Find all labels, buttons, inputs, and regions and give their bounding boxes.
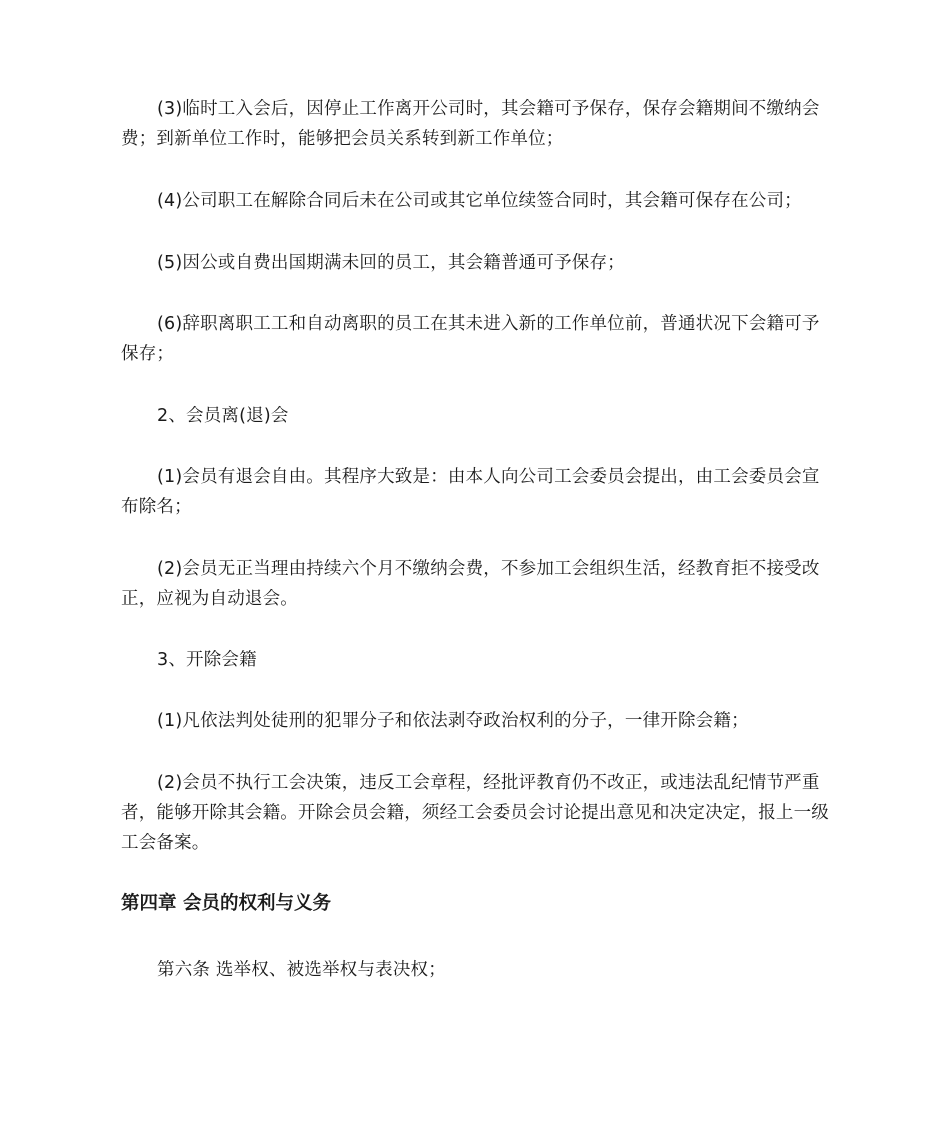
paragraph-expulsion-violation: (2)会员不执行工会决策，违反工会章程，经批评教育仍不改正，或违法乱纪情节严重者，能够开除其会籍。开除会员会籍，须经工会委员会讨论提出意见和决定决定，报上一级工会备案。 (121, 773, 829, 853)
section-heading-withdrawal: 2、会员离(退)会 (157, 406, 289, 426)
paragraph-automatic-withdrawal: (2)会员无正当理由持续六个月不缴纳会费，不参加工会组织生活，经教育拒不接受改正，应视为自动退会。 (121, 559, 820, 609)
paragraph-membership-retention-temp-workers: (3)临时工入会后，因停止工作离开公司时，其会籍可予保存，保存会籍期间不缴纳会费；到新单位工作时，能够把会员关系转到新工作单位； (121, 99, 820, 149)
paragraph-membership-retention-resigned: (6)辞职离职工工和自动离职的员工在其未进入新的工作单位前，普通状况下会籍可予保存； (121, 314, 820, 364)
paragraph-expulsion-criminal: (1)凡依法判处徒刑的犯罪分子和依法剥夺政治权利的分子，一律开除会籍； (157, 711, 749, 731)
paragraph-membership-retention-contract: (4)公司职工在解除合同后未在公司或其它单位续签合同时，其会籍可保存在公司； (157, 191, 802, 211)
article-heading: 第六条 选举权、被选举权与表决权； (157, 960, 446, 980)
section-heading-expulsion: 3、开除会籍 (157, 650, 257, 670)
paragraph-voluntary-withdrawal: (1)会员有退会自由。其程序大致是：由本人向公司工会委员会提出，由工会委员会宣布除名； (121, 467, 820, 517)
paragraph-membership-retention-abroad: (5)因公或自费出国期满未回的员工，其会籍普通可予保存； (157, 253, 625, 273)
chapter-heading: 第四章 会员的权利与义务 (121, 893, 331, 914)
